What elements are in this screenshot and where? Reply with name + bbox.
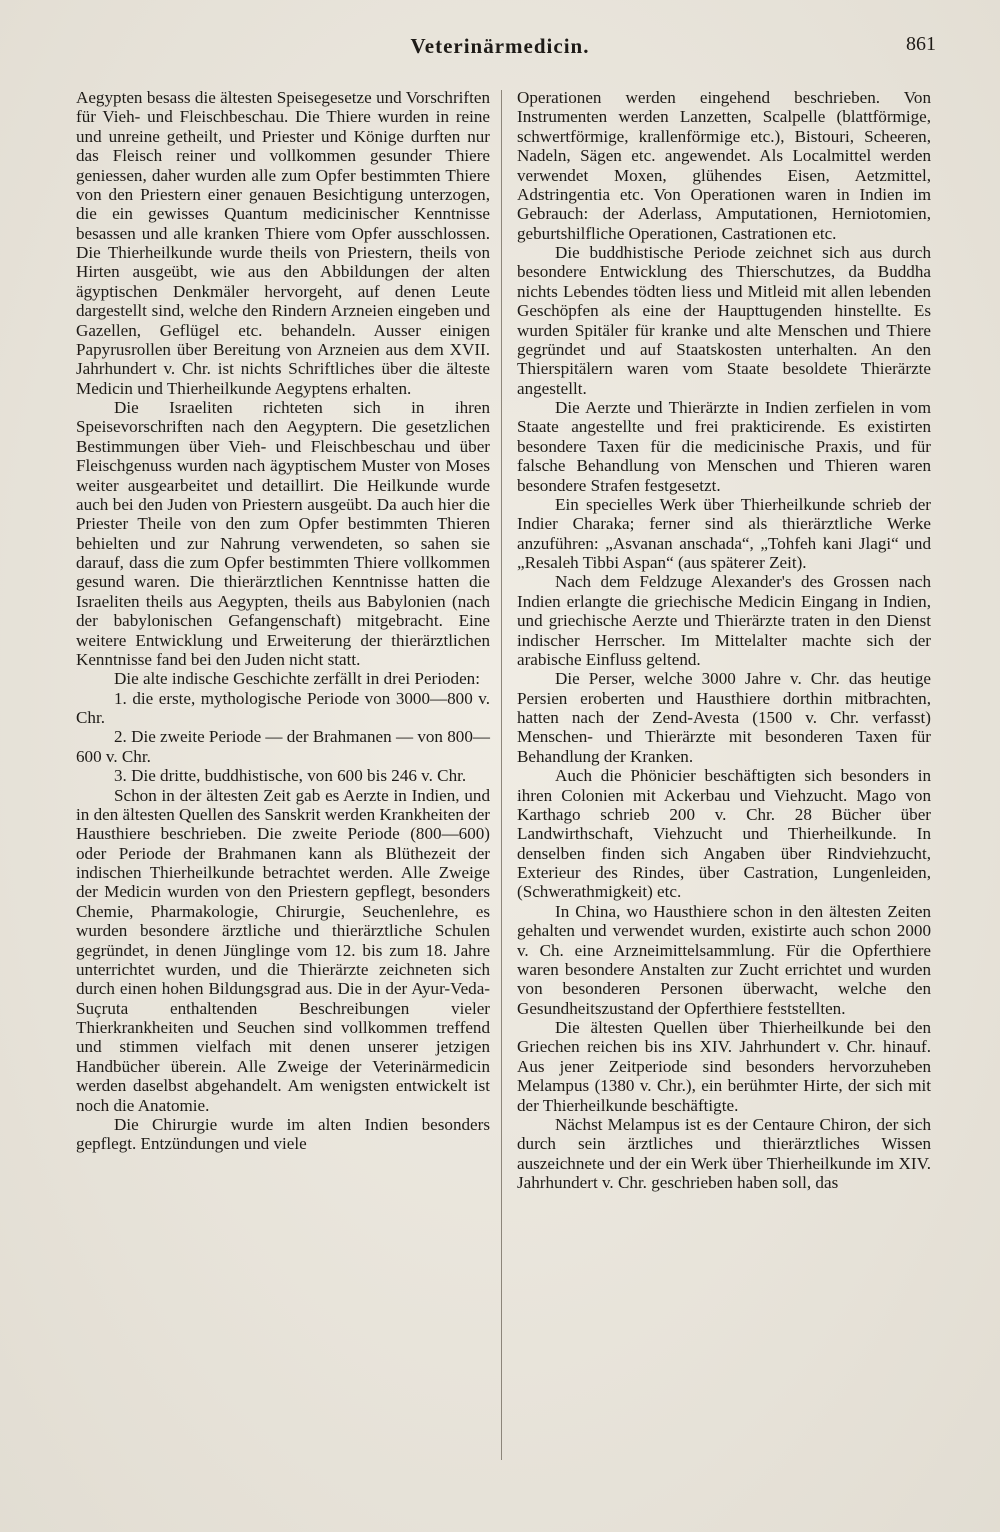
- paragraph-aegypten: Aegypten besass die ältesten Speisegesetze und Vorschriften für Vieh- und Fleischbeschau. Die Thiere wurden in reine und unreine getheilt, und Priester und Könige durften nur das Fleisch reiner und vollkommen gesunder Thiere geniessen, daher wurden alle zum Opfer bestimmten Thiere von den Priestern einer genauen Besichtigung unterzogen, die ein gewisses Quantum medicinischer Kenntnisse besassen und alle kranken Thiere vom Opfer ausschlossen. Die Thierheilkunde wurde theils von Priestern, theils von Hirten ausgeübt, wie aus den Abbildungen der alten ägyptischen Denkmäler hervorgeht, auf denen Leute dargestellt sind, welche den Rindern Arzneien eingeben und Gazellen, Geflügel etc. behandeln. Ausser einigen Papyrusrollen über Bereitung von Arzneien aus dem XVII. Jahrhundert v. Chr. ist nichts Schriftliches über die älteste Medicin und Thierheilkunde Aegyptens erhalten.: [76, 88, 490, 398]
- paragraph-chirurgie: Die Chirurgie wurde im alten Indien besonders gepflegt. Entzündungen und viele: [76, 1114, 490, 1154]
- paragraph-buddhistische-periode: Die buddhistische Periode zeichnet sich aus durch besondere Entwicklung des Thierschutzes, da Buddha nichts Lebendes tödten liess und Mitleid mit allen lebenden Geschöpfen als eine der Haupttugenden hinstellte. Es wurden Spitäler für kranke und alte Menschen und Thiere gegründet und auf Staatskosten unterhalten. An den Thierspitälern waren vom Staate besoldete Thierärzte angestellt.: [517, 243, 931, 398]
- paragraph-griechen: Die ältesten Quellen über Thierheilkunde bei den Griechen reichen bis ins XIV. Jahrhundert v. Chr. hinauf. Aus jener Zeitperiode sind besonders hervorzuheben Melampus (1380 v. Chr.), ein berühmter Hirte, der sich mit der Thierheilkunde beschäftigte.: [517, 1018, 931, 1115]
- column-divider: [501, 90, 502, 1460]
- list-item-period-1: 1. die erste, mythologische Periode von 3000—800 v. Chr.: [76, 688, 490, 727]
- paragraph-indische-geschichte: Die alte indische Geschichte zerfällt in drei Perioden:: [114, 669, 480, 689]
- paragraph-phoenicier: Auch die Phönicier beschäftigten sich besonders in ihren Colonien mit Ackerbau und Viehzucht. Mago von Karthago schrieb 200 v. Chr. 28 Bücher über Landwirthschaft, Viehzucht und Thierheilkunde. In denselben finden sich Angaben über Rindviehzucht, Exterieur des Rindes, über Castration, Lungenleiden, (Schwerathmigkeit) etc.: [517, 766, 931, 902]
- paragraph-charaka: Ein specielles Werk über Thierheilkunde schrieb der Indier Charaka; ferner sind als thierärztliche Werke anzuführen: „Asvanan anschada“, „Tohfeh kani Jlagi“ und „Resaleh Tibbi Aspan“ (aus späterer Zeit).: [517, 494, 931, 572]
- paragraph-operationen: Operationen werden eingehend beschrieben. Von Instrumenten werden Lanzetten, Scalpelle (blattförmige, schwertförmige, krallenförmige etc.), Bistouri, Scheeren, Nadeln, Sägen etc. angewendet. Als Localmittel werden verwendet Moxen, glühendes Eisen, Aetzmittel, Adstringentia etc. Von Operationen waren in Indien im Gebrauch: der Aderlass, Amputationen, Herniotomien, geburtshilfliche Operationen, Castrationen etc.: [517, 88, 931, 243]
- paragraph-china: In China, wo Hausthiere schon in den ältesten Zeiten gehalten und verwendet wurden, existirte auch schon 2000 v. Ch. eine Arzneimittelsammlung. Für die Opferthiere waren besondere Anstalten zur Zucht errichtet und wurden von besonderen Personen überwacht, welche den Gesundheitszustand der Opferthiere feststellten.: [517, 901, 931, 1018]
- paragraph-aerzte-indien: Die Aerzte und Thierärzte in Indien zerfielen in vom Staate angestellte und frei prakticirende. Es existirten besondere Taxen für die medicinische Praxis, und für falsche Behandlung von Menschen und Thieren waren besondere Strafen festgesetzt.: [517, 398, 931, 495]
- page-number: 861: [906, 33, 936, 55]
- running-head-title: Veterinärmedicin.: [410, 34, 590, 58]
- left-column: [76, 88, 490, 1154]
- paragraph-israeliten: Die Israeliten richteten sich in ihren Speisevorschriften nach den Aegyptern. Die gesetzlichen Bestimmungen über Vieh- und Fleischbeschau und über Fleischgenuss wurden nach ägyptischem Muster von Moses weiter ausgearbeitet und detaillirt. Die Heilkunde wurde auch bei den Juden von Priestern ausgeübt. Da auch hier die Priester Theile von den zum Opfer bestimmten Thieren behielten und zur Nahrung verwendeten, so sahen sie darauf, dass die zum Opfer bestimmten Thiere vollkommen gesund waren. Die thierärztlichen Kenntnisse hatten die Israeliten theils aus Aegypten, theils aus Babylonien (nach der babylonischen Gefangenschaft) mitgebracht. Eine weitere Entwicklung und Erweiterung der thierärztlichen Kenntnisse fand bei den Juden nicht statt.: [76, 398, 490, 669]
- paragraph-indien-aerzte: Schon in der ältesten Zeit gab es Aerzte in Indien, und in den ältesten Quellen des Sanskrit werden Krankheiten der Hausthiere beschrieben. Die zweite Periode (800—600) oder Periode der Brahmanen kann als Blüthezeit der indischen Thierheilkunde betrachtet werden. Alle Zweige der Medicin wurden von den Priestern gepflegt, besonders Chemie, Pharmakologie, Chirurgie, Seuchenlehre, es wurden besondere ärztliche und thierärztliche Schulen gegründet, in denen Jünglinge vom 12. bis zum 18. Jahre unterrichtet wurden, und die Thierärzte zeichneten sich durch einen hohen Bildungsgrad aus. Die in der Ayur-Veda-Suçruta enthaltenden Beschreibungen vieler Thierkrankheiten und Seuchen sind vollkommen treffend und stimmen vielfach mit denen unserer jetzigen Handbücher überein. Alle Zweige der Veterinärmedicin werden daselbst abgehandelt. Am wenigsten entwickelt ist noch die Anatomie.: [76, 785, 490, 1115]
- paragraph-perser: Die Perser, welche 3000 Jahre v. Chr. das heutige Persien eroberten und Hausthiere dorthin mitbrachten, hatten nach der Zend-Avesta (1500 v. Chr. verfasst) Menschen- und Thierärzte mit besonderen Taxen für Behandlung der Kranken.: [517, 669, 931, 766]
- right-column: [517, 88, 931, 1192]
- paragraph-chiron: Nächst Melampus ist es der Centaure Chiron, der sich durch sein ärztliches und thierärztliches Wissen auszeichnete und der ein Werk über Thierheilkunde im XIV. Jahrhundert v. Chr. geschrieben haben soll, das: [517, 1114, 931, 1192]
- paragraph-alexander: Nach dem Feldzuge Alexander's des Grossen nach Indien erlangte die griechische Medicin Eingang in Indien, und griechische Aerzte und Thierärzte traten in den Dienst indischer Herrscher. Im Mittelalter machte sich der arabische Einfluss geltend.: [517, 572, 931, 669]
- list-item-period-2: 2. Die zweite Periode — der Brahmanen — von 800—600 v. Chr.: [76, 727, 490, 766]
- list-item-period-3: 3. Die dritte, buddhistische, von 600 bis 246 v. Chr.: [114, 766, 467, 786]
